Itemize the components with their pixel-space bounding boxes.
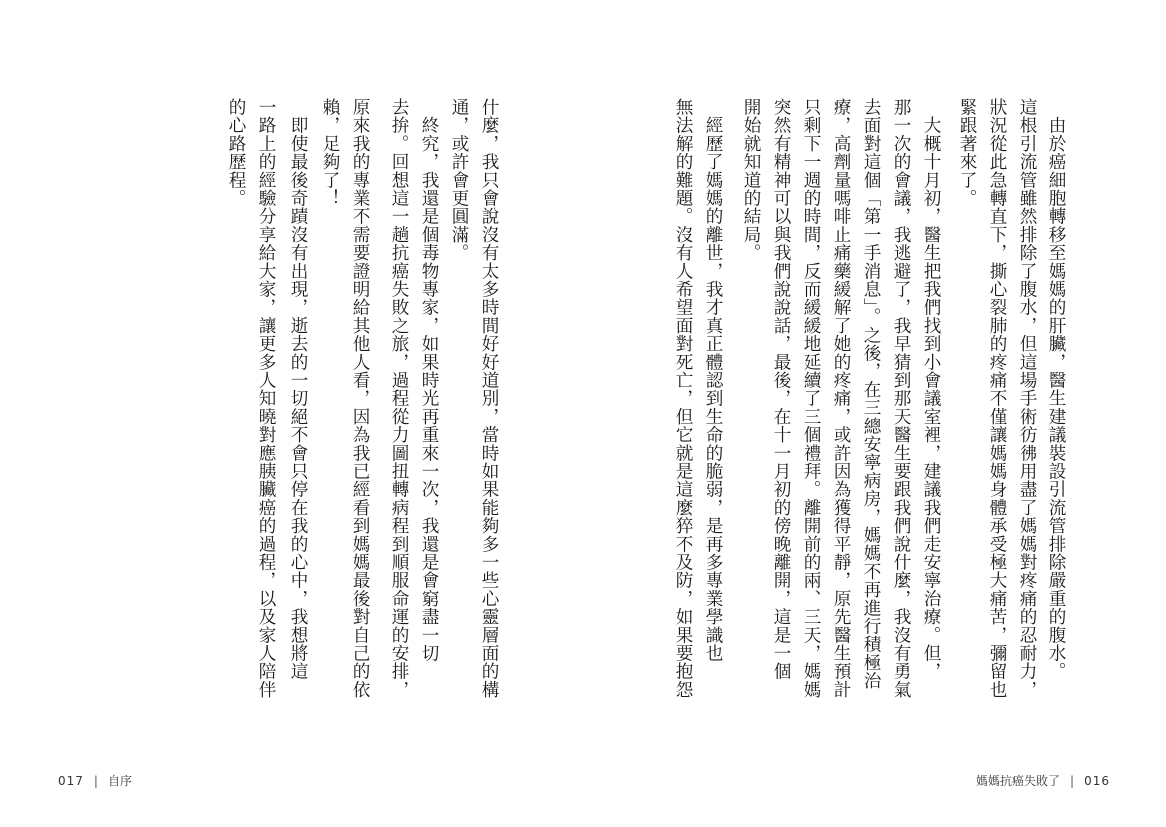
left-page-footer [58,772,132,789]
text-column: 即使最後奇蹟沒有出現，逝去的一切絕不會只停在我的心中，我想將這 [288,98,308,681]
text-column: 去面對這個「第一手消息」。之後，在三總安寧病房，媽媽不再進行積極治 [861,98,881,690]
text-column: 由於癌細胞轉移至媽媽的肝臟，醫生建議裝設引流管排除嚴重的腹水。 [1046,98,1066,681]
text-column: 那一次的會議，我逃避了，我早猜到那天醫生要跟我們說什麼，我沒有勇氣 [891,98,911,699]
text-column: 一路上的經驗分享給大家，讓更多人知曉對應胰臟癌的過程，以及家人陪伴 [256,98,276,699]
text-column: 經歷了媽媽的離世，我才真正體認到生命的脆弱，是再多專業學識也 [703,98,723,663]
text-column: 原來我的專業不需要證明給其他人看，因為我已經看到媽媽最後對自己的依 [350,98,370,699]
text-column: 緊跟著來了。 [957,98,977,208]
book-title: 媽媽抗癌失敗了 [976,774,1061,788]
footer-separator: | [1070,774,1075,788]
text-column: 的心路歷程。 [226,98,246,208]
right-page-footer [976,772,1110,789]
text-column: 這根引流管雖然排除了腹水，但這場手術彷彿用盡了媽媽對疼痛的忍耐力， [1017,98,1037,699]
section-title: 自序 [107,774,132,788]
text-column: 什麼，我只會說沒有太多時間好好道別，當時如果能夠多一些心靈層面的構 [479,98,499,699]
page-number: 016 [1084,774,1110,788]
text-column: 狀況從此急轉直下，撕心裂肺的疼痛不僅讓媽媽身體承受極大痛苦，彌留也 [987,98,1007,699]
text-column: 賴，足夠了！ [320,98,340,208]
text-column: 大概十月初，醫生把我們找到小會議室裡，建議我們走安寧治療。但， [921,98,941,681]
text-column: 突然有精神可以與我們說說話，最後，在十一月初的傍晚離開，這是一個 [771,98,791,681]
text-column: 去拚。回想這一趟抗癌失敗之旅，過程從力圖扭轉病程到順服命運的安排， [389,98,409,699]
text-column: 終究，我還是個毒物專家，如果時光再重來一次，我還是會窮盡一切 [419,98,439,663]
page-number: 017 [58,774,84,788]
text-column: 通，或許會更圓滿。 [449,98,469,262]
right-page [583,0,1166,827]
text-column: 開始就知道的結局。 [741,98,761,262]
text-column: 只剩下一週的時間，反而緩緩地延續了三個禮拜。離開前的兩、三天，媽媽 [801,98,821,699]
text-column: 療，高劑量嗎啡止痛藥緩解了她的疼痛，或許因為獲得平靜，原先醫生預計 [831,98,851,699]
footer-separator: | [93,774,98,788]
text-column: 無法解的難題。沒有人希望面對死亡，但它就是這麼猝不及防，如果要抱怨 [673,98,693,699]
